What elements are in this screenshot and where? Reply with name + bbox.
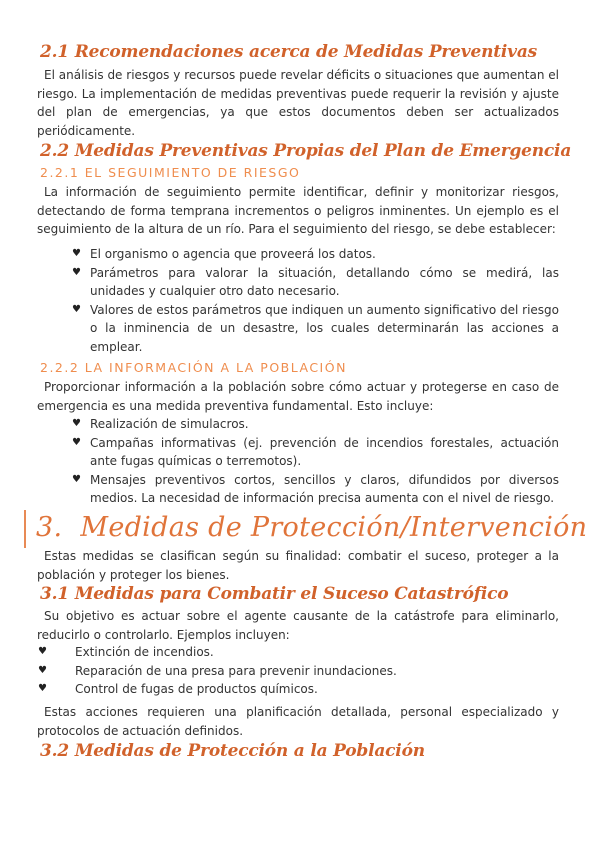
paragraph-3-1: Su objetivo es actuar sobre el agente causante de la catástrofe para eliminarlo, reducirlo o controlarlo. Ejemplos incluyen: [37,609,559,642]
heart-icon: ♥ [72,266,81,278]
heart-icon: ♥ [38,664,47,676]
paragraph-3: Estas medidas se clasifican según su finalidad: combatir el suceso, proteger a la población y proteger los bienes. [37,549,559,582]
paragraph-3-1-closing: Estas acciones requieren una planificación detallada, personal especializado y protocolos de actuación definidos. [37,705,559,738]
bullet-list-2-2-1 [72,245,559,356]
list-item-text: Parámetros para valorar la situación, detallando cómo se medirá, las unidades y cualquier otro dato necesario. [90,265,559,298]
paragraph-2-1: El análisis de riesgos y recursos puede revelar déficits o situaciones que aumentan el riesgo. La implementación de medidas preventivas puede requerir la revisión y ajuste del plan de emergencias, ya que estos documentos deben ser actualizados periódicamente. [37,68,559,138]
heart-icon: ♥ [72,473,81,485]
list-item [38,680,559,699]
paragraph-2-2-1: La información de seguimiento permite identificar, definir y monitorizar riesgos, detectando de forma temprana incrementos o peligros inminentes. Un ejemplo es el seguimiento de la altura de un río. Para el seguimiento del riesgo, se debe establecer: [37,185,559,236]
heading-3-number: 3. [36,512,63,543]
heading-2-2-1: 2.2.1 EL SEGUIMIENTO DE RIESGO [40,165,301,180]
list-item [72,434,559,471]
list-item [72,415,559,434]
heading-3-2: 3.2 Medidas de Protección a la Población [40,741,425,761]
list-item-text: Reparación de una presa para prevenir inundaciones. [75,663,397,678]
heart-icon: ♥ [72,248,81,259]
list-item [72,245,559,264]
list-item [72,264,559,301]
bullet-list-3-1 [38,643,559,699]
heading-3-title: Medidas de Protección/Intervención [80,512,588,543]
list-item-text: Realización de simulacros. [90,417,249,431]
list-item-text: Campañas informativas (ej. prevención de incendios forestales, actuación ante fugas químicas o terremotos). [90,435,559,468]
heart-icon: ♥ [72,436,81,448]
list-item [72,471,559,508]
heart-icon: ♥ [72,418,81,429]
list-item-text: El organismo o agencia que proveerá los datos. [90,247,376,261]
heading-2-2: 2.2 Medidas Preventivas Propias del Plan de Emergencia [40,141,572,161]
heading-3-1: 3.1 Medidas para Combatir el Suceso Catastrófico [40,584,509,604]
list-item [72,301,559,357]
heading-2-2-2: 2.2.2 LA INFORMACIÓN A LA POBLACIÓN [40,360,347,375]
heading-2-1: 2.1 Recomendaciones acerca de Medidas Preventivas [40,42,538,62]
heart-icon: ♥ [38,683,47,694]
paragraph-2-2-2: Proporcionar información a la población sobre cómo actuar y protegerse en caso de emergencia es una medida preventiva fundamental. Esto incluye: [37,380,559,413]
accent-bar [24,510,26,548]
heart-icon: ♥ [38,646,47,657]
list-item-text: Mensajes preventivos cortos, sencillos y claros, difundidos por diversos medios. La necesidad de información precisa aumenta con el nivel de riesgo. [90,472,559,505]
list-item-text: Valores de estos parámetros que indiquen un aumento significativo del riesgo o la inminencia de un desastre, los cuales determinarán las acciones a emplear. [90,302,559,354]
list-item-text: Extinción de incendios. [75,645,214,659]
list-item [38,643,559,662]
list-item-text: Control de fugas de productos químicos. [75,682,318,696]
list-item [38,662,559,681]
heart-icon: ♥ [72,303,81,315]
bullet-list-2-2-2 [72,415,559,508]
